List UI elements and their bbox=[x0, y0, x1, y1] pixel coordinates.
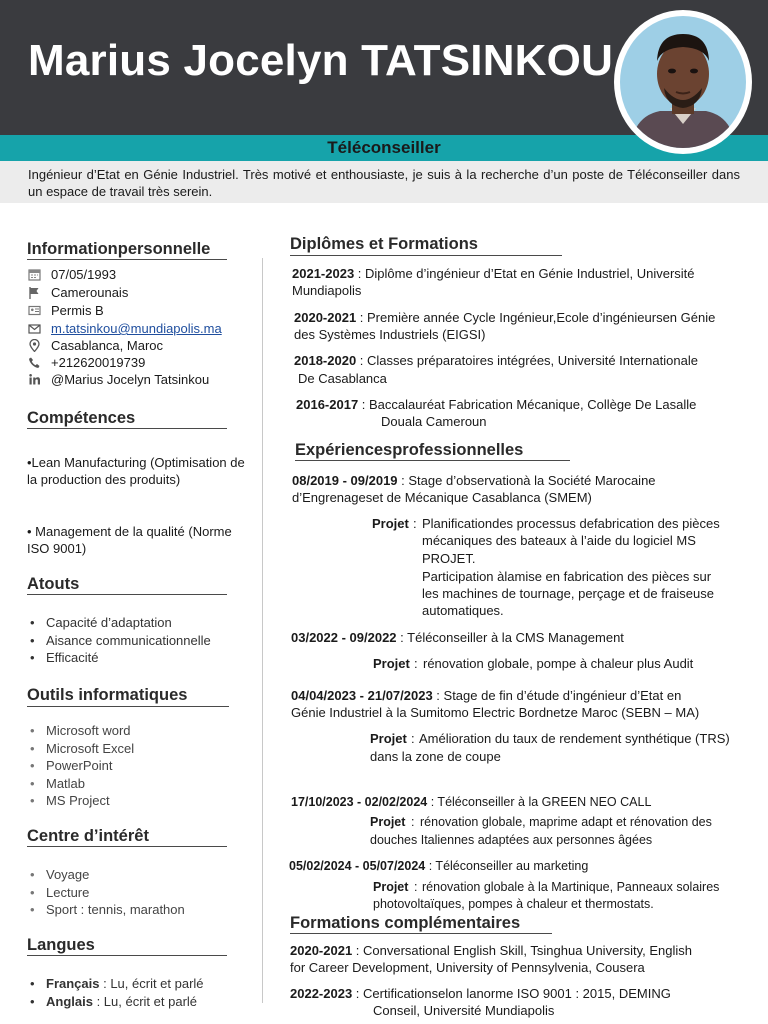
list-item: • Lecture bbox=[28, 884, 253, 902]
list-item: • Sport : tennis, marathon bbox=[28, 901, 253, 919]
personal-birthdate bbox=[28, 266, 116, 283]
linkedin-icon bbox=[28, 373, 43, 386]
portrait-image bbox=[620, 16, 746, 148]
list-item: • Matlab bbox=[28, 775, 253, 793]
profile-summary: Ingénieur d’Etat en Génie Industriel. Très motivé et enthousiaste, je suis à la recherche d’un poste de Téléconseiller dans un espace de travail très serein. bbox=[28, 167, 740, 199]
id-card-icon bbox=[28, 304, 43, 317]
project-line: Participation àlamise en fabrication des pièces sur bbox=[422, 569, 712, 584]
section-underline bbox=[295, 460, 570, 461]
list-item: • Efficacité bbox=[28, 649, 253, 667]
project-line: Amélioration du taux de rendement synthétique (TRS) bbox=[419, 731, 730, 746]
section-title-assets: Atouts bbox=[27, 575, 80, 593]
project-label: Projet bbox=[372, 516, 409, 531]
section-underline bbox=[27, 706, 229, 707]
project-line: rénovation globale, pompe à chaleur plus Audit bbox=[423, 656, 694, 671]
language-name: Anglais bbox=[46, 993, 93, 1009]
section-title-education: Diplômes et Formations bbox=[290, 235, 478, 253]
section-underline bbox=[290, 255, 562, 256]
education-item-cont: Mundiapolis bbox=[292, 283, 362, 298]
extra-training-item-cont: Conseil, Université Mundiapolis bbox=[373, 1003, 555, 1018]
project-label: Projet bbox=[370, 815, 406, 829]
experience-item: 03/2022 - 09/2022 : Téléconseiller à la CMS Management bbox=[291, 630, 624, 645]
experience-item: 08/2019 - 09/2019 : Stage d’observationà la Société Marocaine bbox=[292, 473, 656, 488]
section-title-skills: Compétences bbox=[27, 409, 136, 427]
project-line: douches Italiennes adaptées aux personnes âgées bbox=[370, 833, 653, 847]
project-line: photovoltaïques, pompes à chaleur et thermostats. bbox=[373, 897, 654, 911]
project-line: rénovation globale à la Martinique, Panneaux solaires bbox=[422, 880, 720, 894]
nationality-text: Camerounais bbox=[51, 285, 129, 300]
section-underline bbox=[27, 955, 227, 956]
list-item: • Microsoft Excel bbox=[28, 740, 253, 758]
assets-list bbox=[28, 614, 253, 667]
phone-text: +212620019739 bbox=[51, 355, 146, 370]
project-colon: : bbox=[413, 516, 417, 531]
project-label: Projet bbox=[370, 731, 407, 746]
extra-training-item: 2022-2023 : Certificationselon lanorme ISO 9001 : 2015, DEMING bbox=[290, 986, 671, 1001]
email-link[interactable]: m.tatsinkou@mundiapolis.ma bbox=[51, 321, 222, 336]
envelope-icon bbox=[28, 322, 43, 335]
list-item: • Voyage bbox=[28, 866, 253, 884]
list-item: • Microsoft word bbox=[28, 722, 253, 740]
education-item: 2020-2021 : Première année Cycle Ingénieur,Ecole d’ingénieursen Génie bbox=[294, 310, 716, 325]
project-line: automatiques. bbox=[422, 603, 504, 618]
interests-list bbox=[28, 866, 253, 919]
section-title-extra: Formations complémentaires bbox=[290, 914, 521, 932]
section-underline bbox=[290, 933, 552, 934]
experience-item: 05/02/2024 - 05/07/2024 : Téléconseiller au marketing bbox=[289, 859, 589, 873]
section-title-languages: Langues bbox=[27, 936, 95, 954]
personal-address bbox=[28, 337, 163, 354]
experience-item: 04/04/2023 - 21/07/2023 : Stage de fin d’étude d’ingénieur d’Etat en bbox=[291, 688, 682, 703]
education-item-cont: Douala Cameroun bbox=[381, 414, 487, 429]
calendar-icon bbox=[28, 268, 43, 281]
project-colon: : bbox=[411, 731, 415, 746]
personal-linkedin bbox=[28, 371, 209, 388]
project-line: PROJET. bbox=[422, 551, 476, 566]
section-underline bbox=[27, 428, 227, 429]
extra-training-item-cont: for Career Development, University of Pennsylvenia, Cousera bbox=[290, 960, 645, 975]
project-line: rénovation globale, maprime adapt et rénovation des bbox=[420, 815, 712, 829]
section-title-personal: Informationpersonnelle bbox=[27, 240, 211, 258]
project-line: les machines de tournage, perçage et de fraiseuse bbox=[422, 586, 714, 601]
language-name: Français bbox=[46, 976, 100, 991]
list-item: • MS Project bbox=[28, 792, 253, 810]
language-level: : Lu, écrit et parlé bbox=[99, 976, 204, 991]
experience-item-cont: Génie Industriel à la Sumitomo Electric Bordnetze Maroc (SEBN – MA) bbox=[291, 705, 700, 720]
project-colon: : bbox=[414, 656, 418, 671]
project-label: Projet bbox=[373, 656, 410, 671]
languages-list bbox=[28, 975, 253, 1010]
section-underline bbox=[27, 846, 227, 847]
list-item: • PowerPoint bbox=[28, 757, 253, 775]
experience-item: 17/10/2023 - 02/02/2024 : Téléconseiller à la GREEN NEO CALL bbox=[291, 795, 652, 809]
language-item bbox=[28, 975, 253, 993]
section-title-interests: Centre d’intérêt bbox=[27, 827, 149, 845]
address-text: Casablanca, Maroc bbox=[51, 338, 163, 353]
linkedin-text[interactable]: @Marius Jocelyn Tatsinkou bbox=[51, 372, 210, 387]
flag-icon bbox=[28, 286, 43, 299]
tools-list bbox=[28, 722, 253, 810]
skill-item: •Lean Manufacturing (Optimisation de la production des produits) bbox=[27, 455, 245, 487]
section-title-tools: Outils informatiques bbox=[27, 686, 188, 704]
personal-email bbox=[28, 320, 222, 337]
language-item bbox=[28, 993, 253, 1011]
project-line: dans la zone de coupe bbox=[370, 749, 501, 764]
project-line: Planificationdes processus defabrication des pièces bbox=[422, 516, 720, 531]
candidate-name: Marius Jocelyn TATSINKOU bbox=[28, 36, 614, 85]
list-item: • Aisance communicationnelle bbox=[28, 632, 253, 650]
education-item-cont: De Casablanca bbox=[298, 371, 387, 386]
map-pin-icon bbox=[28, 339, 43, 352]
extra-training-item: 2020-2021 : Conversational English Skill, Tsinghua University, English bbox=[290, 943, 693, 958]
experience-item-cont: d’Engrenageset de Mécanique Casablanca (SMEM) bbox=[292, 490, 592, 505]
job-title: Téléconseiller bbox=[327, 138, 441, 157]
education-item: 2016-2017 : Baccalauréat Fabrication Mécanique, Collège De Lasalle bbox=[296, 397, 697, 412]
birthdate-text: 07/05/1993 bbox=[51, 267, 117, 282]
language-level: : Lu, écrit et parlé bbox=[92, 993, 198, 1009]
list-item: • Capacité d’adaptation bbox=[28, 614, 253, 632]
personal-phone bbox=[28, 354, 145, 371]
section-title-experience: Expériencesprofessionnelles bbox=[295, 441, 524, 459]
personal-nationality bbox=[28, 284, 128, 301]
section-underline bbox=[27, 259, 227, 260]
profile-photo bbox=[614, 10, 752, 154]
license-text: Permis B bbox=[51, 303, 104, 318]
column-divider bbox=[262, 258, 263, 1003]
skill-item: • Management de la qualité (Norme ISO 9001) bbox=[27, 524, 232, 556]
project-colon: : bbox=[411, 815, 415, 829]
section-underline bbox=[27, 594, 227, 595]
education-item: 2018-2020 : Classes préparatoires intégrées, Université Internationale bbox=[294, 353, 698, 368]
personal-license bbox=[28, 302, 104, 319]
education-item: 2021-2023 : Diplôme d’ingénieur d’Etat en Génie Industriel, Université bbox=[292, 266, 695, 281]
education-item-cont: des Systèmes Industriels (EIGSI) bbox=[294, 327, 486, 342]
project-colon: : bbox=[414, 880, 418, 894]
project-line: mécaniques des bateaux à l’aide du logiciel MS bbox=[422, 533, 696, 548]
phone-icon bbox=[28, 356, 43, 369]
project-label: Projet bbox=[373, 880, 409, 894]
